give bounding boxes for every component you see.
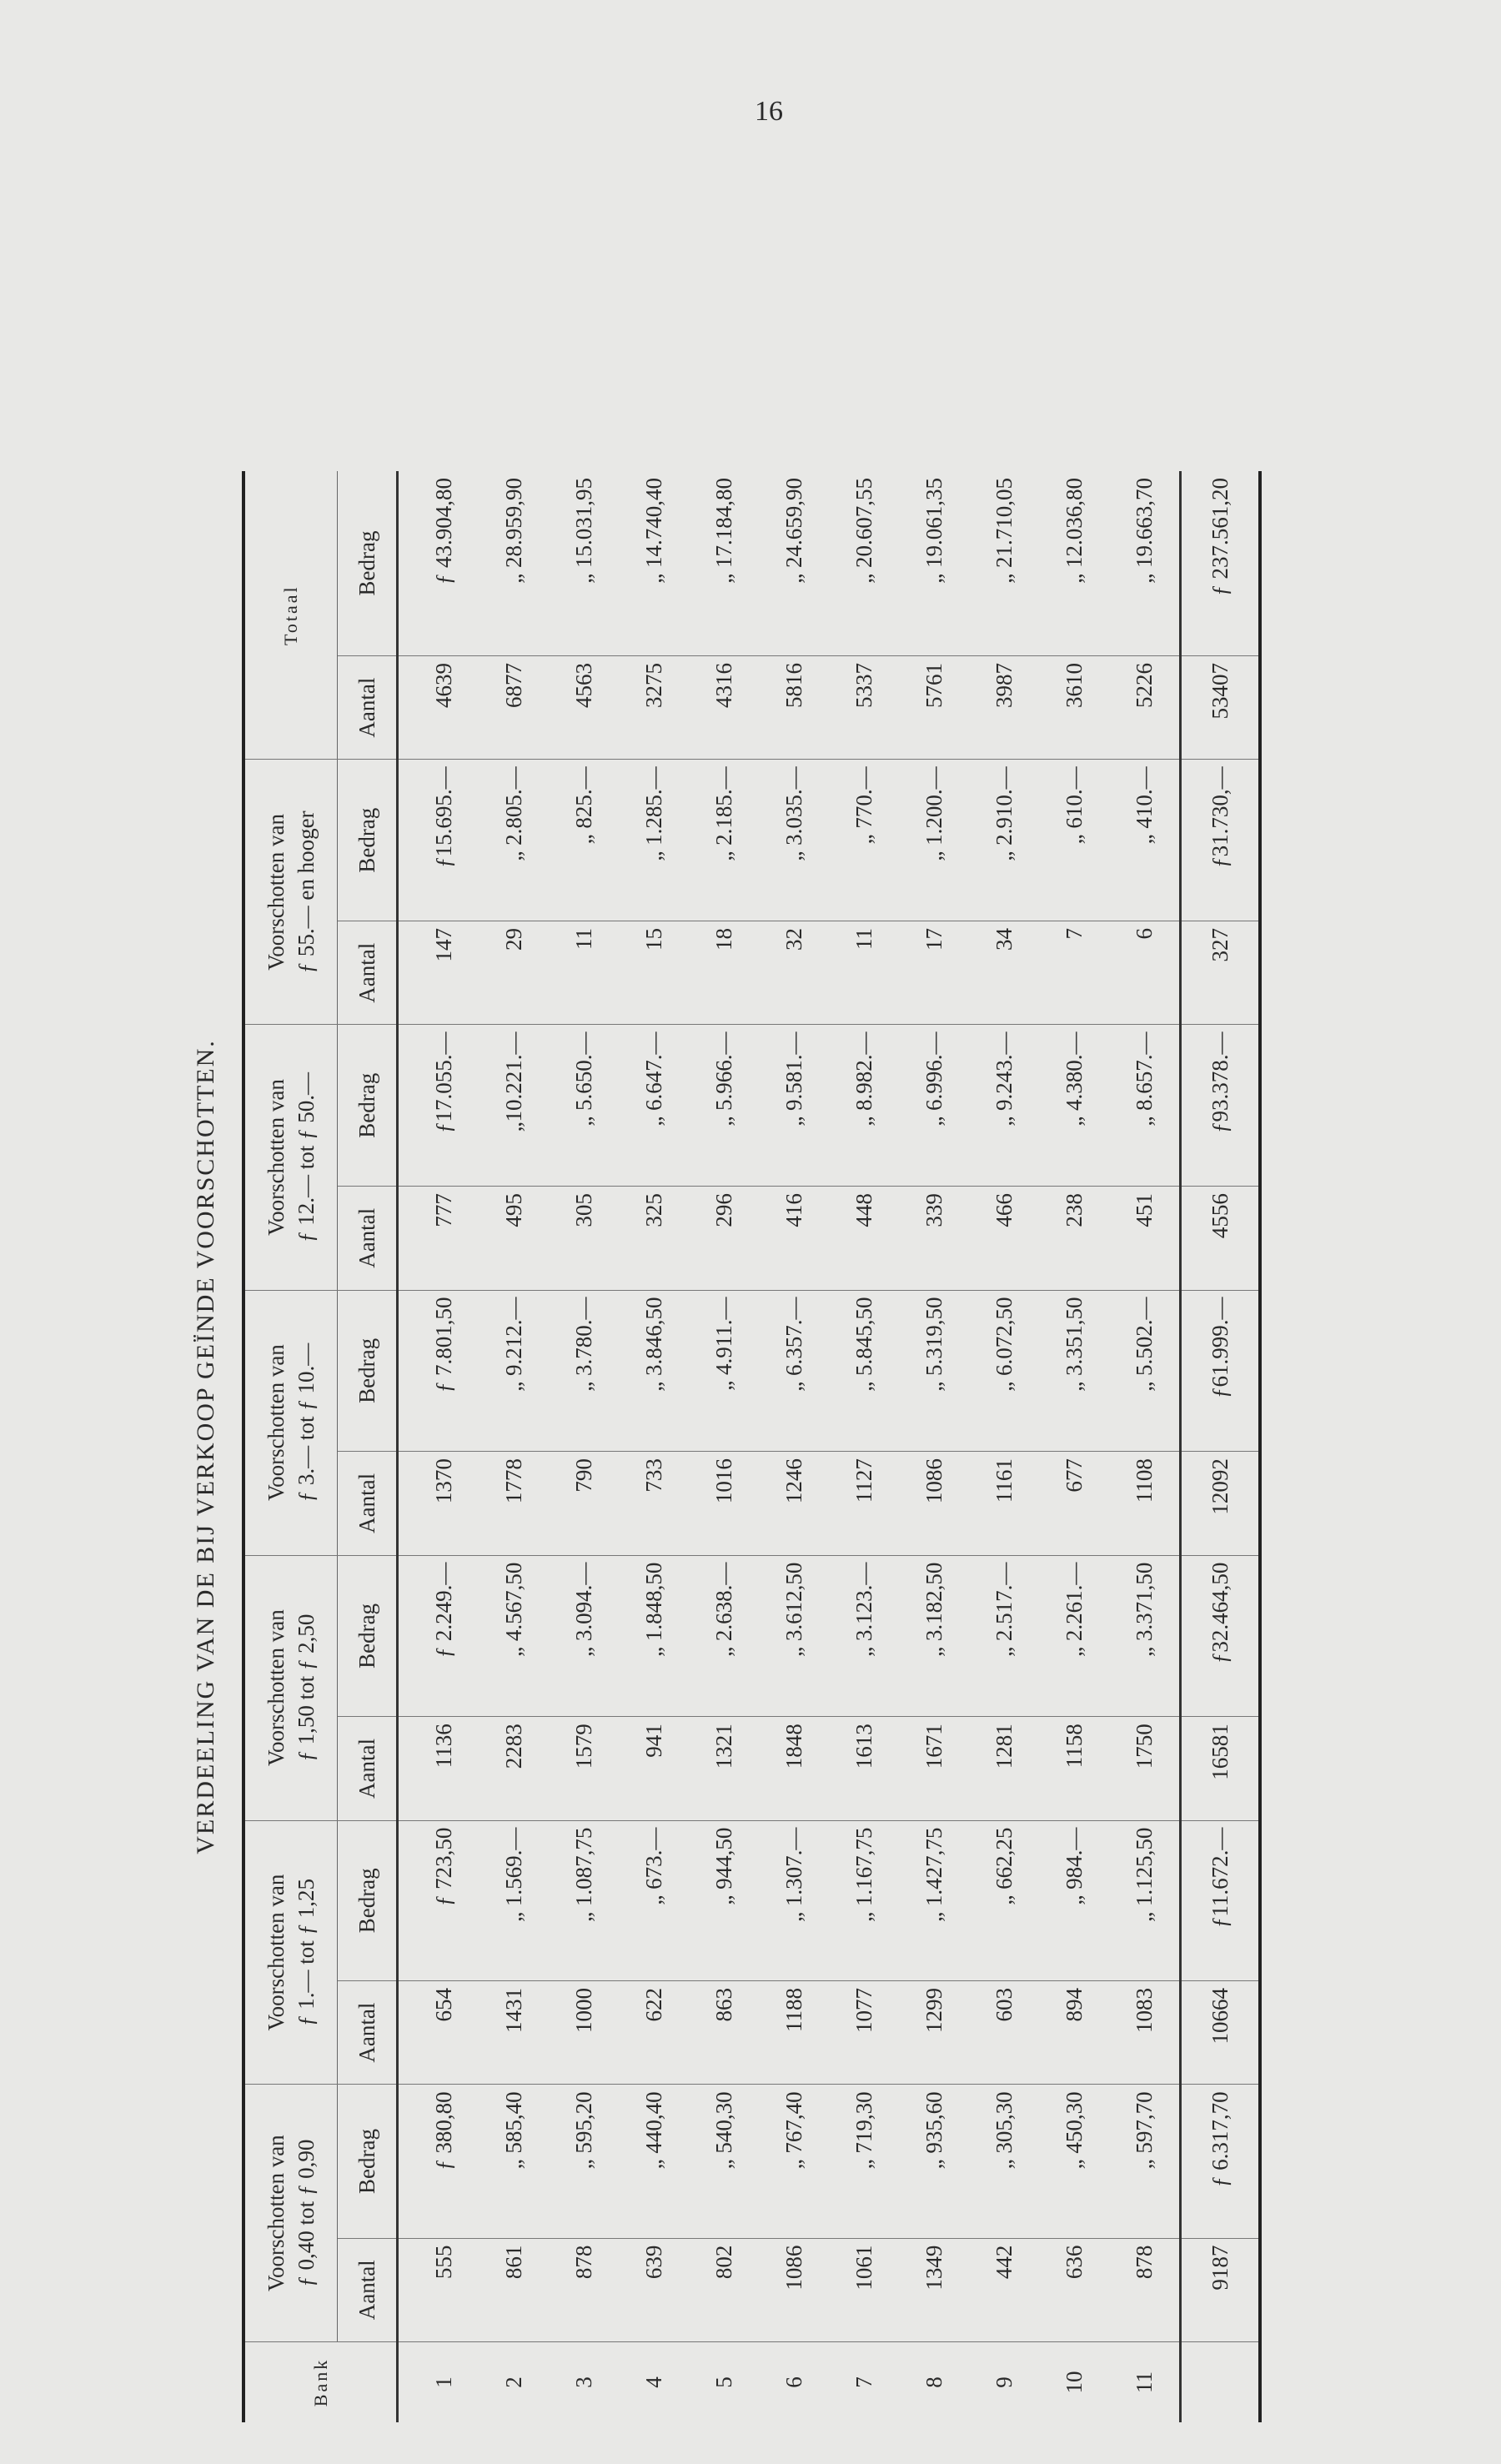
bedrag-cell: „ 3.612,50 [759, 1555, 829, 1717]
table-row [398, 471, 479, 2422]
aantal-cell: 941 [619, 1717, 689, 1820]
bedrag-cell: „ 5.845,50 [829, 1290, 899, 1452]
bedrag-cell: „ 9.581.— [759, 1025, 829, 1187]
bedrag-cell: „ 1.307.— [759, 1820, 829, 1980]
aantal-cell: 733 [619, 1452, 689, 1555]
aantal-header: Aantal [338, 921, 398, 1025]
bedrag-cell: „ 673.— [619, 1820, 689, 1980]
bedrag-cell: „ 1.285.— [619, 760, 689, 921]
aantal-cell: 1848 [759, 1717, 829, 1820]
bedrag-cell: „ 770.— [829, 760, 899, 921]
rotated-table-region [167, 429, 1334, 2464]
bedrag-cell: ƒ 2.249.— [398, 1555, 479, 1717]
aantal-cell: 1671 [899, 1717, 969, 1820]
bedrag-cell: „ 5.966.— [689, 1025, 759, 1187]
aantal-cell: 878 [1109, 2238, 1181, 2341]
bedrag-cell: ƒ 7.801,50 [398, 1290, 479, 1452]
aantal-cell: 7 [1039, 921, 1109, 1025]
bedrag-cell: „ 24.659,90 [759, 471, 829, 655]
aantal-cell: 1321 [689, 1717, 759, 1820]
aantal-cell: 17 [899, 921, 969, 1025]
aantal-cell: 3987 [969, 655, 1039, 759]
aantal-cell: 1086 [899, 1452, 969, 1555]
aantal-cell: 442 [969, 2238, 1039, 2341]
table-row [1039, 471, 1109, 2422]
bank-number: 1 [430, 2376, 456, 2388]
aantal-cell: 1188 [759, 1980, 829, 2084]
aantal-cell: 894 [1039, 1980, 1109, 2084]
aantal-header: Aantal [338, 655, 398, 759]
aantal-cell: 639 [619, 2238, 689, 2341]
aantal-header: Aantal [338, 2238, 398, 2341]
group-header-3: Voorschotten van ƒ 3.— tot ƒ 10.— [243, 1290, 338, 1555]
page-number: 16 [755, 96, 783, 127]
bedrag-header: Bedrag [338, 1820, 398, 1980]
bank-number: 9 [991, 2376, 1017, 2388]
total-bedrag-cell: ƒ11.672.— [1181, 1820, 1261, 1980]
aantal-cell: 3275 [619, 655, 689, 759]
aantal-cell: 1778 [479, 1452, 549, 1555]
bedrag-cell: „ 9.243.— [969, 1025, 1039, 1187]
aantal-cell: 4639 [398, 655, 479, 759]
bedrag-cell: „ 6.647.— [619, 1025, 689, 1187]
bedrag-cell: „ 6.357.— [759, 1290, 829, 1452]
table-row [689, 471, 759, 2422]
table-row [829, 471, 899, 2422]
advances-table [242, 471, 1262, 2422]
aantal-cell: 790 [549, 1452, 619, 1555]
bedrag-cell: „ 6.996.— [899, 1025, 969, 1187]
table-row [899, 471, 969, 2422]
bedrag-header: Bedrag [338, 471, 398, 655]
bedrag-header: Bedrag [338, 1290, 398, 1452]
bedrag-cell: „ 5.319,50 [899, 1290, 969, 1452]
bedrag-header: Bedrag [338, 1555, 398, 1717]
bedrag-cell: „ 5.650.— [549, 1025, 619, 1187]
aantal-cell: 29 [479, 921, 549, 1025]
aantal-cell: 147 [398, 921, 479, 1025]
bedrag-cell: „ 21.710,05 [969, 471, 1039, 655]
table-row [759, 471, 829, 2422]
aantal-cell: 4316 [689, 655, 759, 759]
bedrag-cell: „ 9.212.— [479, 1290, 549, 1452]
bedrag-cell: „ 1.569.— [479, 1820, 549, 1980]
bedrag-cell: „ 1.200.— [899, 760, 969, 921]
total-bedrag-cell: ƒ61.999.— [1181, 1290, 1261, 1452]
aantal-cell: 861 [479, 2238, 549, 2341]
aantal-cell: 4563 [549, 655, 619, 759]
aantal-cell: 1161 [969, 1452, 1039, 1555]
total-bedrag-cell: ƒ31.730,— [1181, 760, 1261, 921]
bedrag-cell: „ 12.036,80 [1039, 471, 1109, 655]
bedrag-cell: „ 984.— [1039, 1820, 1109, 1980]
aantal-cell: 677 [1039, 1452, 1109, 1555]
aantal-cell: 6877 [479, 655, 549, 759]
bedrag-cell: „ 585,40 [479, 2085, 549, 2238]
bedrag-cell: „ 4.911.— [689, 1290, 759, 1452]
bedrag-cell: „ 6.072,50 [969, 1290, 1039, 1452]
bank-number: 6 [781, 2376, 806, 2388]
bedrag-cell: ƒ 380,80 [398, 2085, 479, 2238]
aantal-cell: 636 [1039, 2238, 1109, 2341]
aantal-cell: 1349 [899, 2238, 969, 2341]
aantal-cell: 15 [619, 921, 689, 1025]
bedrag-cell: „ 19.663,70 [1109, 471, 1181, 655]
bedrag-cell: „ 610.— [1039, 760, 1109, 921]
aantal-cell: 1370 [398, 1452, 479, 1555]
bedrag-cell: „ 767,40 [759, 2085, 829, 2238]
bedrag-cell: „ 595,20 [549, 2085, 619, 2238]
aantal-cell: 2283 [479, 1717, 549, 1820]
aantal-cell: 1431 [479, 1980, 549, 2084]
bedrag-cell: „ 719,30 [829, 2085, 899, 2238]
aantal-header: Aantal [338, 1452, 398, 1555]
total-bedrag-cell: ƒ 6.317,70 [1181, 2085, 1261, 2238]
bedrag-cell: „ 450,30 [1039, 2085, 1109, 2238]
bedrag-cell: ƒ 723,50 [398, 1820, 479, 1980]
aantal-cell: 1158 [1039, 1717, 1109, 1820]
aantal-cell: 11 [829, 921, 899, 1025]
aantal-cell: 1000 [549, 1980, 619, 2084]
group-header-4: Voorschotten van ƒ 12.— tot ƒ 50.— [243, 1025, 338, 1290]
bank-number: 4 [640, 2376, 666, 2388]
aantal-cell: 18 [689, 921, 759, 1025]
bedrag-cell: „ 15.031,95 [549, 471, 619, 655]
group-header-totaal: Totaal [243, 471, 338, 760]
bedrag-cell: „ 14.740,40 [619, 471, 689, 655]
bedrag-cell: „ 1.848,50 [619, 1555, 689, 1717]
group-header-5: Voorschotten van ƒ 55.— en hooger [243, 760, 338, 1025]
bedrag-cell: „ 20.607,55 [829, 471, 899, 655]
bedrag-cell: „ 2.261.— [1039, 1555, 1109, 1717]
bedrag-cell: „ 1.167,75 [829, 1820, 899, 1980]
aantal-cell: 603 [969, 1980, 1039, 2084]
total-aantal-cell: 9187 [1181, 2238, 1261, 2341]
aantal-cell: 1061 [829, 2238, 899, 2341]
bedrag-cell: „ 3.371,50 [1109, 1555, 1181, 1717]
bedrag-cell: „ 3.035.— [759, 760, 829, 921]
bedrag-cell: „ 3.094.— [549, 1555, 619, 1717]
total-aantal-cell: 53407 [1181, 655, 1261, 759]
table-row [619, 471, 689, 2422]
table-row [549, 471, 619, 2422]
bedrag-cell: „ 4.567,50 [479, 1555, 549, 1717]
bank-number: 11 [1131, 2371, 1157, 2393]
group-header-2: Voorschotten van ƒ 1,50 tot ƒ 2,50 [243, 1555, 338, 1820]
bank-number: 10 [1061, 2371, 1087, 2394]
bedrag-cell: „ 662,25 [969, 1820, 1039, 1980]
bedrag-cell: „ 5.502.— [1109, 1290, 1181, 1452]
aantal-cell: 878 [549, 2238, 619, 2341]
aantal-cell: 1086 [759, 2238, 829, 2341]
aantal-cell: 11 [549, 921, 619, 1025]
aantal-cell: 5816 [759, 655, 829, 759]
aantal-cell: 339 [899, 1187, 969, 1290]
bedrag-header: Bedrag [338, 760, 398, 921]
table-body [398, 471, 1181, 2422]
total-aantal-cell: 10664 [1181, 1980, 1261, 2084]
bedrag-cell: „ 597,70 [1109, 2085, 1181, 2238]
aantal-cell: 1579 [549, 1717, 619, 1820]
bedrag-cell: „ 3.182,50 [899, 1555, 969, 1717]
bedrag-cell: „ 3.780.— [549, 1290, 619, 1452]
bedrag-cell: „ 17.184,80 [689, 471, 759, 655]
total-bedrag-cell: ƒ32.464,50 [1181, 1555, 1261, 1717]
total-aantal-cell: 12092 [1181, 1452, 1261, 1555]
aantal-header: Aantal [338, 1717, 398, 1820]
aantal-cell: 1299 [899, 1980, 969, 2084]
aantal-cell: 1077 [829, 1980, 899, 2084]
table-row [969, 471, 1039, 2422]
bank-number: 2 [500, 2376, 526, 2388]
group-header-0: Voorschotten van ƒ 0,40 tot ƒ 0,90 [243, 2085, 338, 2342]
aantal-cell: 5761 [899, 655, 969, 759]
bedrag-cell: „ 3.846,50 [619, 1290, 689, 1452]
aantal-cell: 296 [689, 1187, 759, 1290]
bedrag-cell: „ 8.657.— [1109, 1025, 1181, 1187]
bedrag-cell: ƒ15.695.— [398, 760, 479, 921]
group-header-1: Voorschotten van ƒ 1.— tot ƒ 1,25 [243, 1820, 338, 2085]
aantal-cell: 1108 [1109, 1452, 1181, 1555]
aantal-cell: 32 [759, 921, 829, 1025]
bedrag-cell: „ 2.638.— [689, 1555, 759, 1717]
aantal-cell: 863 [689, 1980, 759, 2084]
aantal-header: Aantal [338, 1980, 398, 2084]
aantal-cell: 5226 [1109, 655, 1181, 759]
bedrag-cell: „ 2.185.— [689, 760, 759, 921]
total-aantal-cell: 16581 [1181, 1717, 1261, 1820]
bedrag-cell: „ 28.959,90 [479, 471, 549, 655]
bedrag-cell: „ 305,30 [969, 2085, 1039, 2238]
bank-number: 3 [570, 2376, 596, 2388]
bedrag-cell: „ 2.910.— [969, 760, 1039, 921]
bedrag-cell: „ 440,40 [619, 2085, 689, 2238]
aantal-cell: 34 [969, 921, 1039, 1025]
sub-header-row [338, 471, 398, 2422]
aantal-cell: 1016 [689, 1452, 759, 1555]
aantal-cell: 1281 [969, 1717, 1039, 1820]
bedrag-cell: „ 825.— [549, 760, 619, 921]
bedrag-cell: „ 1.427,75 [899, 1820, 969, 1980]
table-row [1109, 471, 1181, 2422]
bedrag-header: Bedrag [338, 2085, 398, 2238]
bedrag-cell: „ 19.061,35 [899, 471, 969, 655]
aantal-cell: 1127 [829, 1452, 899, 1555]
aantal-cell: 1613 [829, 1717, 899, 1820]
aantal-cell: 466 [969, 1187, 1039, 1290]
aantal-cell: 416 [759, 1187, 829, 1290]
total-bedrag-cell: ƒ93.378.— [1181, 1025, 1261, 1187]
aantal-cell: 1246 [759, 1452, 829, 1555]
bedrag-cell: „ 935,60 [899, 2085, 969, 2238]
total-aantal-cell: 4556 [1181, 1187, 1261, 1290]
bank-header: Bank [243, 2342, 398, 2423]
bedrag-header: Bedrag [338, 1025, 398, 1187]
group-header-row [243, 471, 338, 2422]
bedrag-cell: „ 3.351,50 [1039, 1290, 1109, 1452]
aantal-cell: 1750 [1109, 1717, 1181, 1820]
bedrag-cell: „ 410.— [1109, 760, 1181, 921]
aantal-header: Aantal [338, 1187, 398, 1290]
bedrag-cell: „ 4.380.— [1039, 1025, 1109, 1187]
bedrag-cell: „ 2.517.— [969, 1555, 1039, 1717]
aantal-cell: 1083 [1109, 1980, 1181, 2084]
totals-label-cell [1181, 2342, 1261, 2423]
bedrag-cell: „10.221.— [479, 1025, 549, 1187]
bedrag-cell: „ 1.087,75 [549, 1820, 619, 1980]
aantal-cell: 654 [398, 1980, 479, 2084]
bedrag-cell: „ 944,50 [689, 1820, 759, 1980]
aantal-cell: 238 [1039, 1187, 1109, 1290]
bank-number: 5 [710, 2376, 736, 2388]
totals-row [1181, 471, 1261, 2422]
aantal-cell: 555 [398, 2238, 479, 2341]
bank-number: 7 [851, 2376, 876, 2388]
aantal-cell: 622 [619, 1980, 689, 2084]
bedrag-cell: „ 2.805.— [479, 760, 549, 921]
bedrag-cell: ƒ17.055.— [398, 1025, 479, 1187]
aantal-cell: 802 [689, 2238, 759, 2341]
aantal-cell: 777 [398, 1187, 479, 1290]
bedrag-cell: „ 540,30 [689, 2085, 759, 2238]
aantal-cell: 3610 [1039, 655, 1109, 759]
aantal-cell: 1136 [398, 1717, 479, 1820]
aantal-cell: 495 [479, 1187, 549, 1290]
bedrag-cell: ƒ 43.904,80 [398, 471, 479, 655]
aantal-cell: 448 [829, 1187, 899, 1290]
total-bedrag-cell: ƒ 237.561,20 [1181, 471, 1261, 655]
table-row [479, 471, 549, 2422]
aantal-cell: 325 [619, 1187, 689, 1290]
aantal-cell: 5337 [829, 655, 899, 759]
bedrag-cell: „ 1.125,50 [1109, 1820, 1181, 1980]
bedrag-cell: „ 8.982.— [829, 1025, 899, 1187]
bedrag-cell: „ 3.123.— [829, 1555, 899, 1717]
table-title: VERDEELING VAN DE BIJ VERKOOP GEÏNDE VOORSCHOTTEN. [192, 1039, 219, 1854]
aantal-cell: 451 [1109, 1187, 1181, 1290]
bank-number: 8 [921, 2376, 946, 2388]
aantal-cell: 6 [1109, 921, 1181, 1025]
aantal-cell: 305 [549, 1187, 619, 1290]
total-aantal-cell: 327 [1181, 921, 1261, 1025]
